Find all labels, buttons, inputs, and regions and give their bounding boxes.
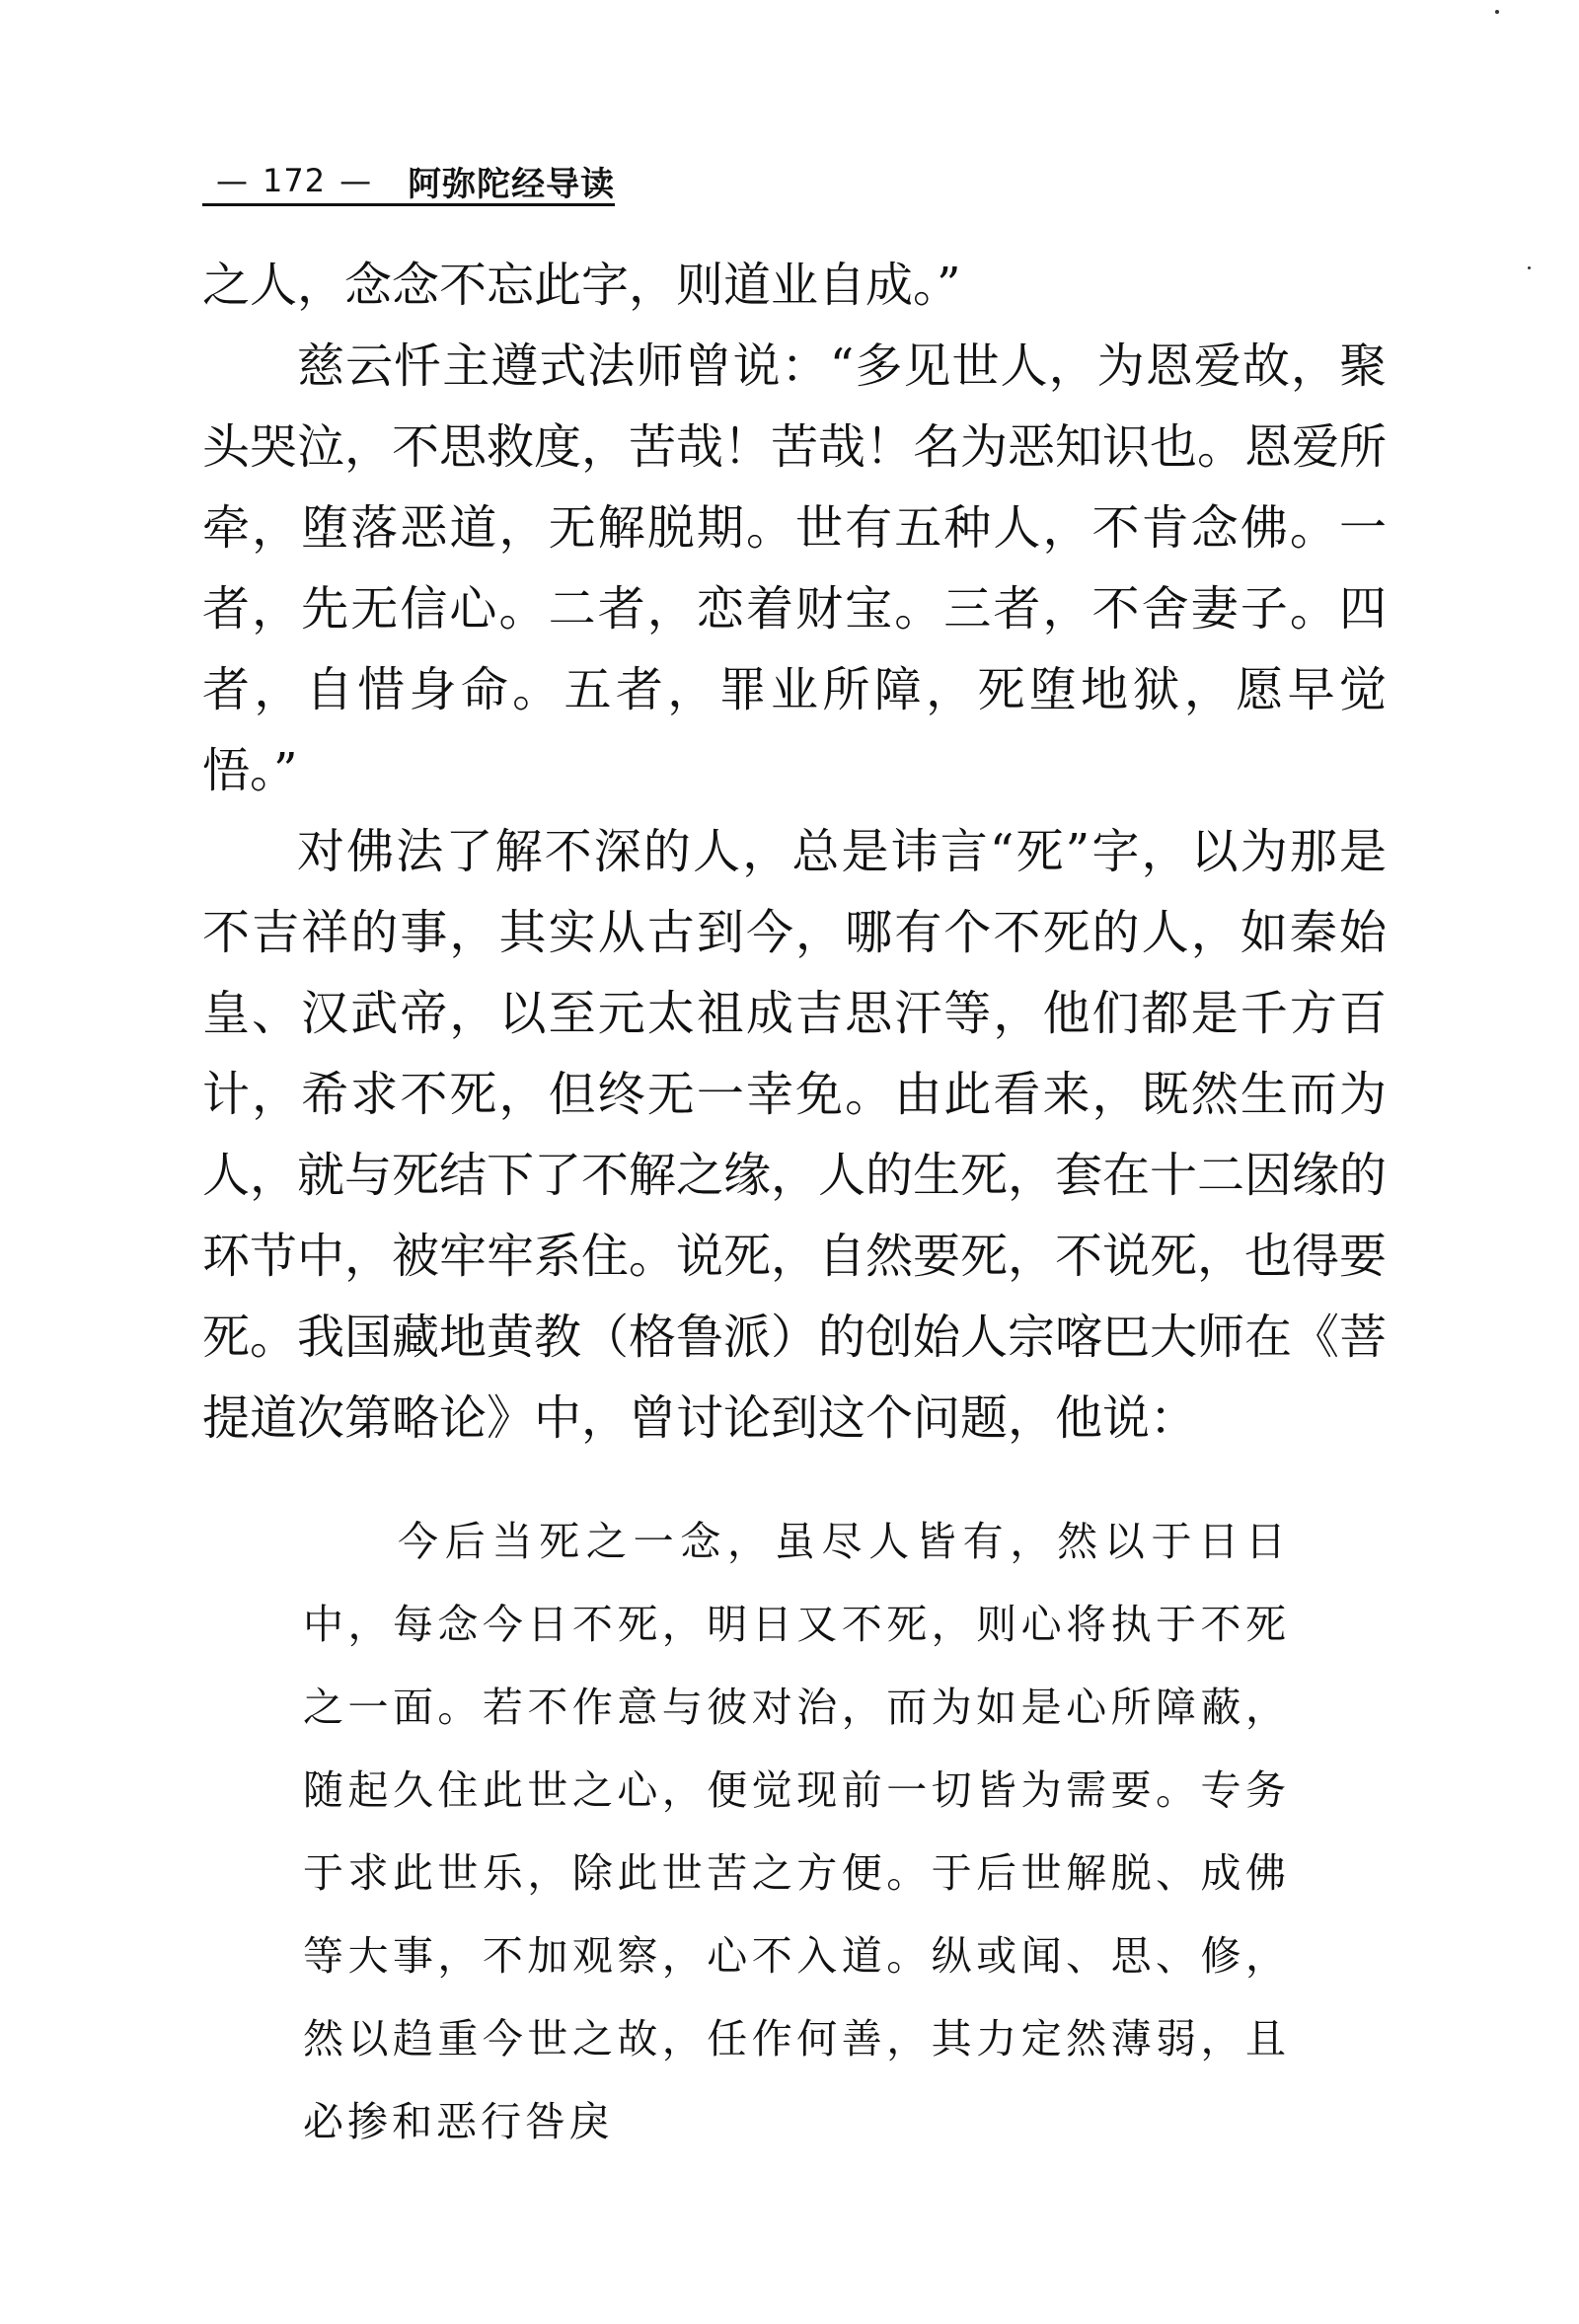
scan-speck bbox=[1495, 10, 1499, 14]
scan-speck bbox=[1528, 266, 1531, 269]
running-header bbox=[202, 156, 615, 205]
page-number: 172 bbox=[263, 162, 327, 199]
paragraph-continuation: 之人，念念不忘此字，则道业自成。” bbox=[202, 258, 961, 313]
body-text bbox=[202, 245, 1387, 1459]
paragraph: 对佛法了解不深的人，总是讳言“死”字，以为那是不吉祥的事，其实从古到今，哪有个不死的人，如秦始皇、汉武帝，以至元太祖成吉思汗等，他们都是千方百计，希求不死，但终无一幸免。由此看来，既然生而为人，就与死结下了不解之缘，人的生死，套在十二因缘的环节中，被牢牢系住。说死，自然要死，不说死，也得要死。我国藏地黄教（格鲁派）的创始人宗喀巴大师在《菩提道次第略论》中，曾讨论到这个问题，他说： bbox=[202, 824, 1388, 1446]
header-dash-right: — bbox=[339, 162, 373, 199]
block-quote: 今后当死之一念，虽尽人皆有，然以于日日中，每念今日不死，明日又不死，则心将执于不死之一面。若不作意与彼对治，而为如是心所障蔽，随起久住此世之心，便觉现前一切皆为需要。专务于求此世乐，除此世苦之方便。于后世解脱、成佛等大事，不加观察，心不入道。纵或闻、思、修，然以趋重今世之故，任作何善，其力定然薄弱，且必掺和恶行咎戾 bbox=[303, 1518, 1290, 2145]
book-title: 阿弥陀经导读 bbox=[408, 164, 616, 204]
paragraph: 慈云忏主遵式法师曾说：“多见世人，为恩爱故，聚头哭泣，不思救度，苦哉！苦哉！名为恶知识也。恩爱所牵，堕落恶道，无解脱期。世有五种人，不肯念佛。一者，先无信心。二者，恋着财宝。三者，不舍妻子。四者，自惜身命。五者，罪业所障，死堕地狱，愿早觉悟。” bbox=[202, 338, 1388, 798]
header-dash-left: — bbox=[216, 162, 249, 199]
header-rule bbox=[202, 203, 615, 206]
